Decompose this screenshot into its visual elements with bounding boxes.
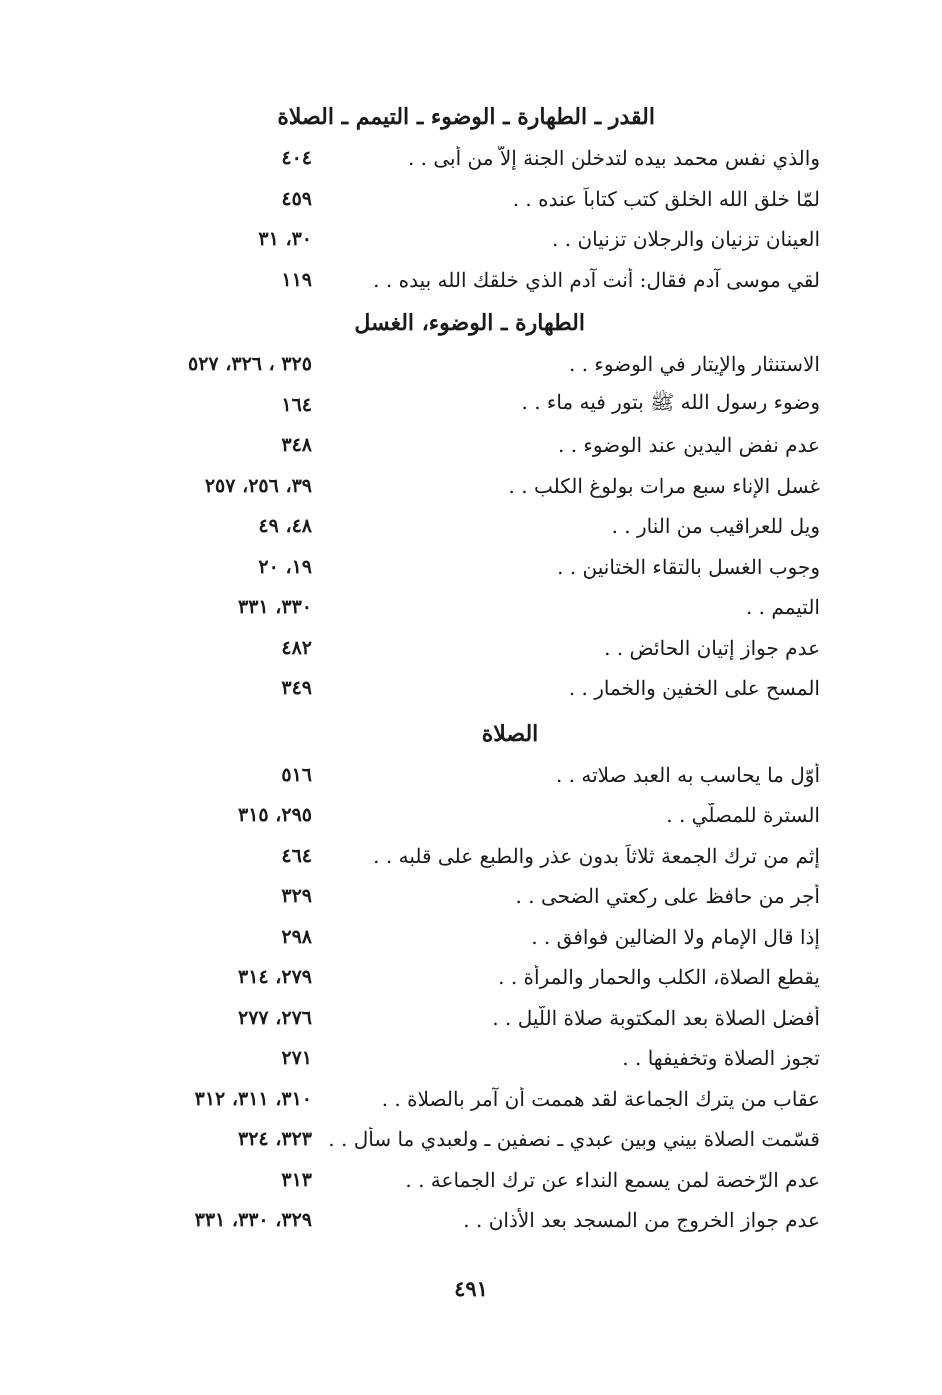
entry-pages: ٣١٣ — [281, 1168, 312, 1191]
index-entry — [120, 260, 820, 301]
entry-text: والذي نفس محمد بيده لتدخلن الجنة إلاّ من أبى . . — [407, 146, 820, 171]
entry-text: عقاب من يترك الجماعة لقد هممت أن آمر بالصلاة . . — [381, 1086, 820, 1111]
index-entry — [120, 917, 820, 958]
index-content — [120, 96, 820, 1241]
entry-pages: ٢٧١ — [281, 1047, 312, 1070]
entry-pages: ٣٠، ٣١ — [258, 228, 312, 251]
entry-text: المسح على الخفين والخمار . . — [568, 676, 820, 701]
entry-text: لقي موسى آدم فقال: أنت آدم الذي خلقك الله بيده . . — [373, 267, 820, 292]
entry-pages: ٣٤٨ — [281, 434, 312, 457]
entry-pages: ٣٤٩ — [281, 677, 312, 700]
entry-pages: ١١٩ — [281, 268, 312, 291]
index-entry — [120, 1079, 820, 1120]
entry-pages: ٣١٠، ٣١١، ٣١٢ — [194, 1087, 312, 1110]
index-entry — [120, 547, 820, 588]
entry-text: وجوب الغسل بالتقاء الختانين . . — [557, 554, 820, 579]
entry-pages: ٤٨، ٤٩ — [258, 515, 312, 538]
index-entry — [120, 1038, 820, 1079]
index-entry — [120, 506, 820, 547]
index-entry — [120, 219, 820, 260]
index-entry — [120, 138, 820, 179]
entry-pages: ١٩، ٢٠ — [258, 555, 312, 578]
index-entry — [120, 179, 820, 220]
index-entry — [120, 628, 820, 669]
index-entry — [120, 836, 820, 877]
entry-text: إذا قال الإمام ولا الضالين فوافق . . — [531, 924, 820, 949]
entry-pages: ٢٧٦، ٢٧٧ — [238, 1006, 312, 1029]
index-entry — [120, 425, 820, 466]
entry-text: لمّا خلق الله الخلق كتب كتاباً عنده . . — [512, 186, 820, 211]
entry-text: وضوء رسول الله ﷺ بتور فيه ماء . . — [521, 390, 820, 415]
index-entry — [120, 385, 820, 426]
entry-text: التيمم . . — [745, 595, 820, 620]
section-title-tahara-wudu-ghusl: الطهارة ـ الوضوء، الغسل — [354, 310, 585, 336]
entry-pages: ٤٦٤ — [281, 844, 312, 867]
entry-pages: ٤٥٩ — [281, 187, 312, 210]
entry-pages: ٣٣٠، ٣٣١ — [238, 596, 312, 619]
entry-pages: ٥١٦ — [281, 763, 312, 786]
entry-text: عدم جواز إتيان الحائض . . — [604, 635, 820, 660]
page-number: ٤٩١ — [454, 1276, 488, 1301]
entry-text: إثم من ترك الجمعة ثلاثاً بدون عذر والطبع على قلبه . . — [373, 843, 820, 868]
index-entry — [120, 587, 820, 628]
entry-pages: ٤٨٢ — [281, 636, 312, 659]
index-entry — [120, 1119, 820, 1160]
entry-pages: ٣٢٥ ، ٣٢٦، ٥٢٧ — [188, 353, 312, 376]
entry-text: عدم نفض اليدين عند الوضوء . . — [557, 433, 820, 458]
entry-text: عدم جواز الخروج من المسجد بعد الأذان . . — [463, 1208, 820, 1233]
entry-text: عدم الرّخصة لمن يسمع النداء عن ترك الجماعة . . — [405, 1167, 820, 1192]
entry-text: أفضل الصلاة بعد المكتوبة صلاة اللّيل . . — [492, 1005, 820, 1030]
entry-pages: ٢٧٩، ٣١٤ — [238, 966, 312, 989]
index-entry — [120, 755, 820, 796]
entry-pages: ٢٩٥، ٣١٥ — [238, 804, 312, 827]
index-entry — [120, 466, 820, 507]
entry-pages: ٣٢٣، ٣٢٤ — [238, 1128, 312, 1151]
entry-text: الاستنثار والإيتار في الوضوء . . — [569, 352, 820, 377]
entry-text: يقطع الصلاة، الكلب والحمار والمرأة . . — [498, 965, 820, 990]
entry-pages: ٢٩٨ — [281, 925, 312, 948]
index-entry — [120, 344, 820, 385]
entry-text: العينان تزنيان والرجلان تزنيان . . — [552, 227, 820, 252]
entry-text: ويل للعراقيب من النار . . — [611, 514, 820, 539]
entry-text: أجر من حافظ على ركعتي الضحى . . — [515, 884, 820, 909]
entry-text: تجوز الصلاة وتخفيفها . . — [622, 1046, 820, 1071]
entry-pages: ٣٢٩ — [281, 885, 312, 908]
section-title-salat: الصلاة — [481, 720, 539, 747]
index-entry — [120, 795, 820, 836]
index-entry — [120, 957, 820, 998]
entry-text: قسّمت الصلاة بيني وبين عبدي ـ نصفين ـ ولعبدي ما سأل . . — [328, 1127, 820, 1152]
index-entry — [120, 668, 820, 709]
index-entry — [120, 1160, 820, 1201]
entry-text: السترة للمصلّي . . — [666, 803, 820, 828]
index-entry — [120, 876, 820, 917]
index-entry — [120, 1200, 820, 1241]
entry-text: أوّل ما يحاسب به العبد صلاته . . — [555, 762, 820, 787]
entry-pages: ٤٠٤ — [281, 147, 312, 170]
entry-pages: ١٦٤ — [281, 393, 312, 416]
section-title-qadar-tahara-salat: القدر ـ الطهارة ـ الوضوء ـ التيمم ـ الصلاة — [277, 104, 655, 130]
entry-text: غسل الإناء سبع مرات بولوغ الكلب . . — [508, 473, 820, 498]
entry-pages: ٣٢٩، ٣٣٠، ٣٣١ — [194, 1209, 312, 1232]
entry-pages: ٣٩، ٢٥٦، ٢٥٧ — [204, 474, 312, 497]
index-entry — [120, 998, 820, 1039]
